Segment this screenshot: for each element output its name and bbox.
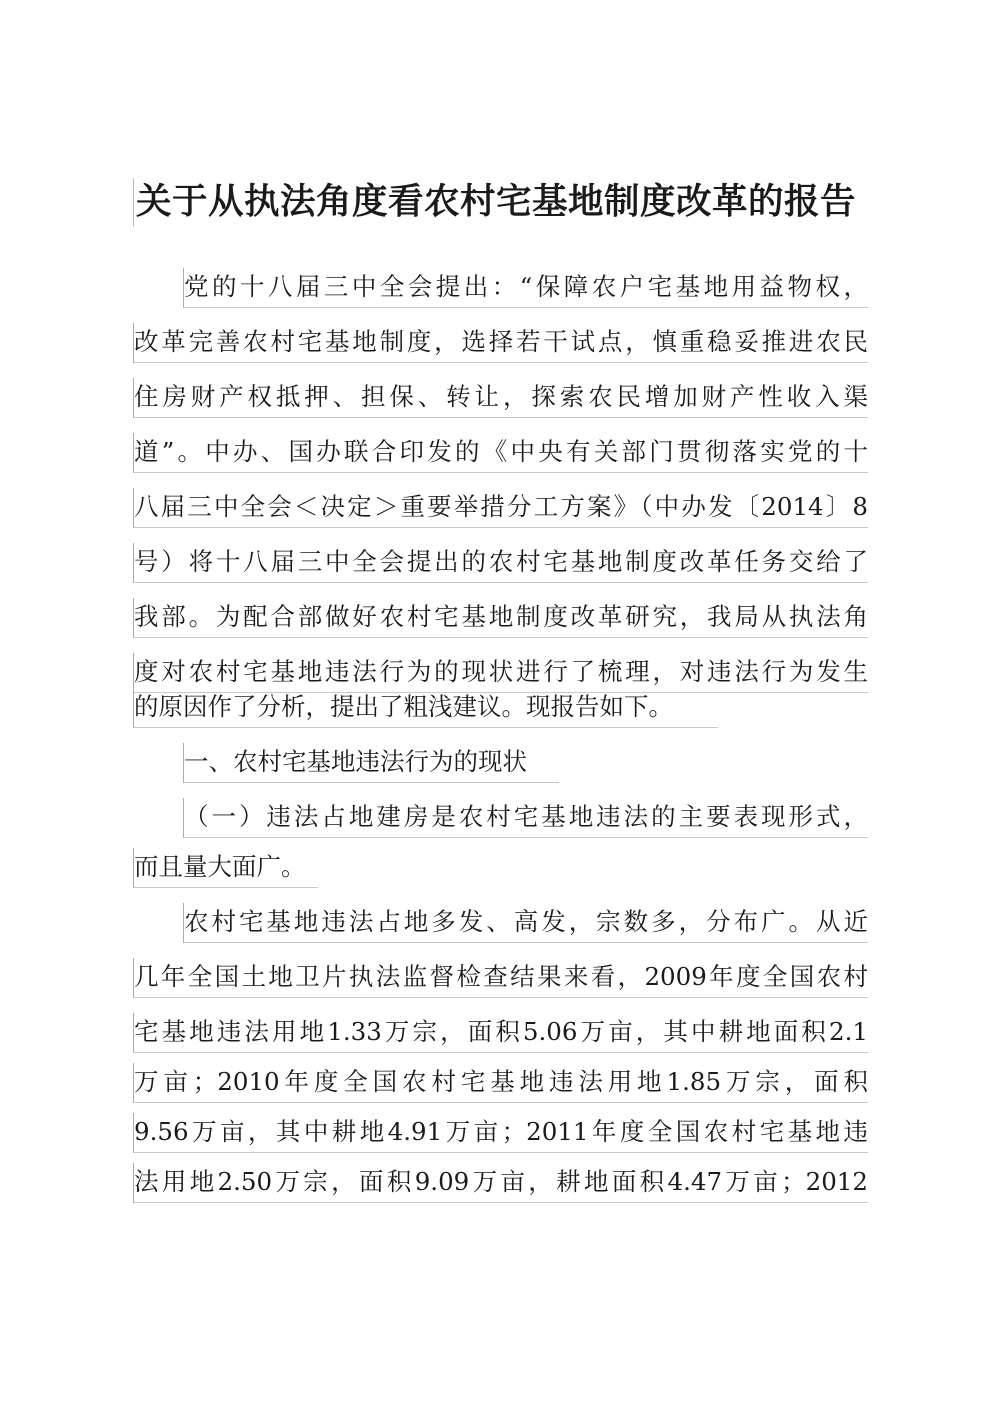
paragraph-line: 号）将十八届三中全会提出的农村宅基地制度改革任务交给了 [133, 543, 868, 583]
paragraph-line: 道”。中办、国办联合印发的《中央有关部门贯彻落实党的十 [133, 433, 868, 473]
paragraph-line: 度对农村宅基地违法行为的现状进行了梳理，对违法行为发生 [133, 653, 868, 693]
document-title: 关于从执法角度看农村宅基地制度改革的报告 [133, 178, 856, 226]
subsection-heading-line: （一）违法占地建房是农村宅基地违法的主要表现形式， [183, 798, 868, 838]
paragraph-line: 法用地2.50万宗，面积9.09万亩，耕地面积4.47万亩；2012 [133, 1163, 868, 1203]
paragraph-line: 住房财产权抵押、担保、转让，探索农民增加财产性收入渠 [133, 378, 868, 418]
section-heading: 一、农村宅基地违法行为的现状 [183, 743, 559, 783]
paragraph-line: 几年全国土地卫片执法监督检查结果来看，2009年度全国农村 [133, 958, 868, 998]
paragraph-line: 改革完善农村宅基地制度，选择若干试点，慎重稳妥推进农民 [133, 323, 868, 363]
paragraph-line: 我部。为配合部做好农村宅基地制度改革研究，我局从执法角 [133, 598, 868, 638]
paragraph-line-last: 的原因作了分析，提出了粗浅建议。现报告如下。 [133, 688, 718, 728]
paragraph-line: 八届三中全会＜决定＞重要举措分工方案》（中办发〔2014〕8 [133, 488, 868, 528]
paragraph-line: 9.56万亩，其中耕地4.91万亩；2011年度全国农村宅基地违 [133, 1113, 868, 1153]
paragraph-line: 万亩；2010年度全国农村宅基地违法用地1.85万宗，面积 [133, 1063, 868, 1103]
paragraph-line: 宅基地违法用地1.33万宗，面积5.06万亩，其中耕地面积2.1 [133, 1013, 868, 1053]
paragraph-line: 党的十八届三中全会提出：“保障农户宅基地用益物权， [183, 268, 868, 308]
subsection-heading-line: 而且量大面广。 [133, 848, 318, 888]
paragraph-line: 农村宅基地违法占地多发、高发，宗数多，分布广。从近 [183, 903, 868, 943]
